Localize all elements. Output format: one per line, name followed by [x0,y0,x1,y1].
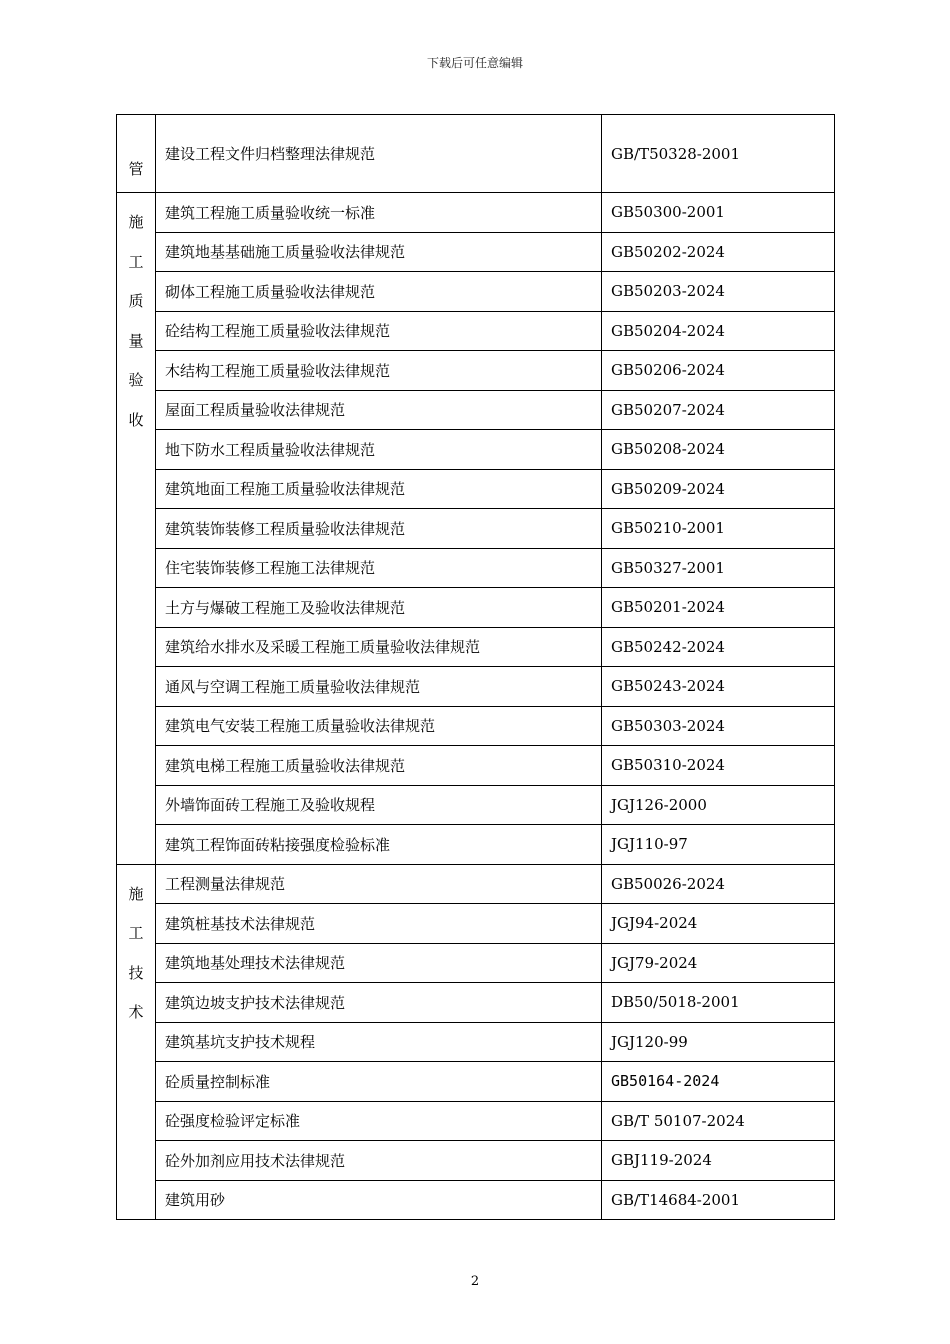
category-char: 验 [128,371,144,389]
category-char: 质 [128,292,144,310]
standard-name: 砼结构工程施工质量验收法律规范 [156,311,602,351]
page-header: 下载后可任意编辑 [426,56,523,70]
category-cell [117,193,156,865]
standards-table [116,114,835,1220]
standard-name: 住宅装饰装修工程施工法律规范 [156,548,602,588]
table-row [117,509,835,549]
table-row [117,311,835,351]
category-char: 工 [128,924,144,942]
standard-name: 建筑地基处理技术法律规范 [156,943,602,983]
table-row [117,430,835,470]
standard-name: 建筑工程施工质量验收统一标准 [156,193,602,233]
table-row [117,667,835,707]
table-row [117,115,835,193]
standard-name: 屋面工程质量验收法律规范 [156,390,602,430]
standard-name: 建筑地基基础施工质量验收法律规范 [156,232,602,272]
table-row [117,1062,835,1102]
standard-code: JGJ126-2000 [602,785,835,825]
category-char: 施 [128,213,144,231]
category-cell [117,864,156,1220]
standard-name: 工程测量法律规范 [156,864,602,904]
standard-code: GB50300-2001 [602,193,835,233]
standard-name: 砼强度检验评定标准 [156,1101,602,1141]
table-row [117,588,835,628]
standard-name: 建筑桩基技术法律规范 [156,904,602,944]
table-row [117,390,835,430]
standard-code: JGJ94-2024 [602,904,835,944]
table-row [117,785,835,825]
standard-name: 建筑给水排水及采暖工程施工质量验收法律规范 [156,627,602,667]
standard-name: 建筑基坑支护技术规程 [156,1022,602,1062]
page-number: 2 [470,1274,480,1289]
standard-code: GB50164-2024 [602,1062,835,1102]
table-row [117,864,835,904]
standard-code: DB50/5018-2001 [602,983,835,1023]
standard-name: 外墙饰面砖工程施工及验收规程 [156,785,602,825]
table-row [117,1141,835,1181]
standard-name: 建筑边坡支护技术法律规范 [156,983,602,1023]
table-row [117,983,835,1023]
standard-code: GB50209-2024 [602,469,835,509]
standard-name: 建筑地面工程施工质量验收法律规范 [156,469,602,509]
standard-name: 土方与爆破工程施工及验收法律规范 [156,588,602,628]
category-char: 管 [128,159,144,178]
standard-code: GB50026-2024 [602,864,835,904]
table-row [117,1022,835,1062]
standard-name: 砼质量控制标准 [156,1062,602,1102]
table-row [117,193,835,233]
standard-code: GB50327-2001 [602,548,835,588]
table-row [117,1101,835,1141]
standard-code: GB/T14684-2001 [602,1180,835,1220]
category-char: 术 [128,1003,144,1021]
table-row [117,706,835,746]
standard-name: 建筑电气安装工程施工质量验收法律规范 [156,706,602,746]
table-row [117,548,835,588]
standard-name: 地下防水工程质量验收法律规范 [156,430,602,470]
table-row [117,1180,835,1220]
category-char: 收 [128,410,144,429]
standard-code: GB50210-2001 [602,509,835,549]
table-row [117,825,835,865]
standard-code: GB50243-2024 [602,667,835,707]
standard-code: GB50203-2024 [602,272,835,312]
table-row [117,904,835,944]
standard-name: 砌体工程施工质量验收法律规范 [156,272,602,312]
table-row [117,746,835,786]
standard-name: 通风与空调工程施工质量验收法律规范 [156,667,602,707]
standard-code: GBJ119-2024 [602,1141,835,1181]
standard-code: GB50202-2024 [602,232,835,272]
standard-code: JGJ110-97 [602,825,835,865]
category-char: 技 [128,963,144,982]
standard-code: GB50206-2024 [602,351,835,391]
category-char: 量 [128,331,144,350]
standard-name: 建筑电梯工程施工质量验收法律规范 [156,746,602,786]
standard-name: 建筑装饰装修工程质量验收法律规范 [156,509,602,549]
category-cell [117,115,156,193]
standard-code: JGJ79-2024 [602,943,835,983]
standard-code: GB50208-2024 [602,430,835,470]
table-row [117,943,835,983]
table-row [117,469,835,509]
category-char: 工 [128,252,144,271]
standard-name: 木结构工程施工质量验收法律规范 [156,351,602,391]
table-row [117,351,835,391]
standard-code: JGJ120-99 [602,1022,835,1062]
standard-name: 建筑用砂 [156,1180,602,1220]
table-row [117,627,835,667]
standard-name: 砼外加剂应用技术法律规范 [156,1141,602,1181]
standard-code: GB/T 50107-2024 [602,1101,835,1141]
standard-name: 建设工程文件归档整理法律规范 [156,115,602,193]
standard-code: GB50242-2024 [602,627,835,667]
table-row [117,272,835,312]
standard-code: GB50303-2024 [602,706,835,746]
standard-code: GB50201-2024 [602,588,835,628]
standard-code: GB50207-2024 [602,390,835,430]
standard-code: GB50310-2024 [602,746,835,786]
standard-code: GB/T50328-2001 [602,115,835,193]
table-row [117,232,835,272]
category-char: 施 [128,884,144,903]
standard-name: 建筑工程饰面砖粘接强度检验标准 [156,825,602,865]
standard-code: GB50204-2024 [602,311,835,351]
